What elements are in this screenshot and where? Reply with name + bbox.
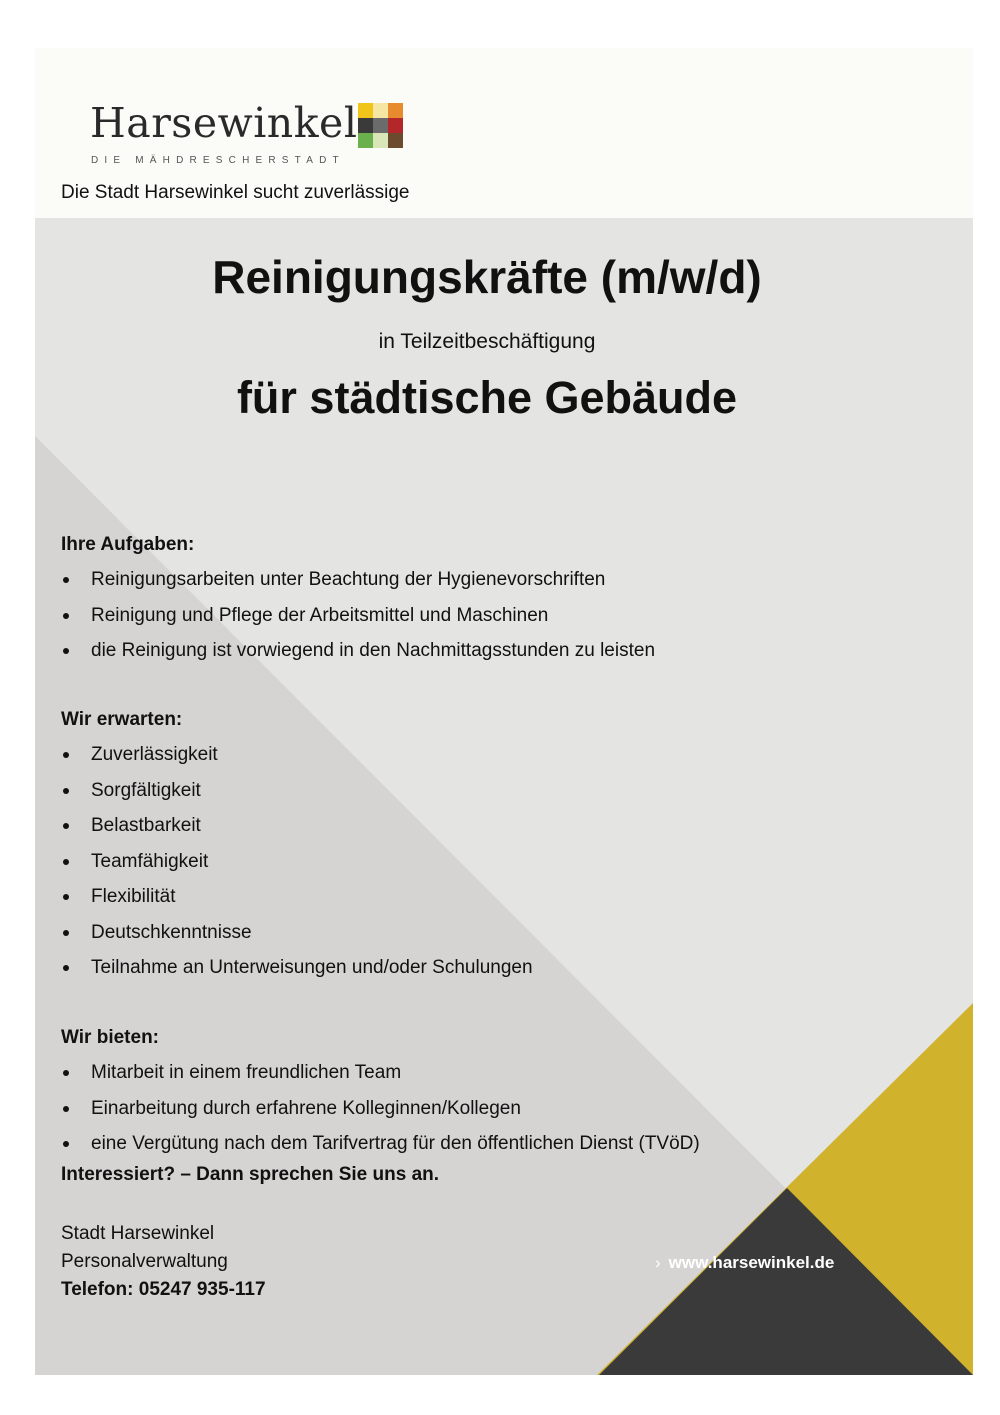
section-heading: Wir erwarten: [61, 709, 183, 730]
list-item-text: Zuverlässigkeit [91, 744, 218, 765]
job-title: Reinigungskräfte (m/w/d) [212, 251, 762, 303]
list-item [61, 844, 533, 880]
bullet-icon [63, 752, 69, 758]
bullet-icon [63, 823, 69, 829]
logo-square [388, 118, 403, 133]
list-item [61, 598, 655, 634]
list-item-text: die Reinigung ist vorwiegend in den Nachmittagsstunden zu leisten [91, 640, 656, 661]
bullet-icon [63, 788, 69, 794]
contact-block [61, 1220, 266, 1304]
bullet-icon [63, 965, 69, 971]
list-item-text: Mitarbeit in einem freundlichen Team [91, 1062, 402, 1083]
list-item [61, 1091, 700, 1127]
section-heading: Ihre Aufgaben: [61, 534, 195, 555]
list-item-text: Belastbarkeit [91, 815, 201, 836]
list-item [61, 879, 533, 915]
bullet-icon [63, 577, 69, 583]
bullet-icon [63, 1106, 69, 1112]
logo-square [388, 103, 403, 118]
list-item [61, 808, 533, 844]
section-tasks [61, 528, 655, 669]
list-item-text: Teamfähigkeit [91, 850, 209, 872]
list-item-text: Einarbeitung durch erfahrene Kolleginnen/Kollegen [91, 1097, 521, 1119]
list-item [61, 950, 533, 986]
list-item [61, 773, 533, 809]
logo-tagline: DIE MÄHDRESCHERSTADT [91, 155, 345, 166]
website-url[interactable]: www.harsewinkel.de [668, 1253, 835, 1272]
list-item [61, 562, 655, 598]
intro-text: Die Stadt Harsewinkel sucht zuverlässige [61, 182, 410, 203]
list-item [61, 1126, 700, 1162]
call-to-action: Interessiert? – Dann sprechen Sie uns an. [61, 1164, 440, 1185]
contact-phone: Telefon: 05247 935-117 [61, 1279, 266, 1300]
bullet-icon [63, 613, 69, 619]
logo-square [373, 133, 388, 148]
logo-wordmark: Harsewinkel [90, 99, 358, 147]
bullet-icon [63, 894, 69, 900]
logo-square [358, 118, 373, 133]
logo-square [358, 133, 373, 148]
job-subtitle: für städtische Gebäude [236, 372, 738, 423]
section-heading: Wir bieten: [61, 1027, 159, 1048]
bullet-icon [63, 648, 69, 654]
chevron-right-icon: › [655, 1253, 661, 1272]
section-benefits [61, 1021, 700, 1162]
list-item-text: Reinigung und Pflege der Arbeitsmittel und Maschinen [91, 604, 549, 626]
logo-square [373, 118, 388, 133]
list-item-text: Sorgfältigkeit [91, 779, 201, 801]
employment-type: in Teilzeitbeschäftigung [378, 330, 596, 353]
bullet-icon [63, 1070, 69, 1076]
contact-org: Stadt Harsewinkel [61, 1223, 215, 1244]
bullet-icon [63, 1141, 69, 1147]
bullet-icon [63, 859, 69, 865]
list-item [61, 633, 655, 669]
website-link[interactable] [655, 1253, 834, 1273]
logo-square [373, 103, 388, 118]
logo-color-grid-icon [358, 103, 403, 148]
list-item-text: Flexibilität [91, 886, 176, 907]
list-item [61, 915, 533, 951]
list-item [61, 737, 533, 773]
list-item [61, 1055, 700, 1091]
list-item-text: eine Vergütung nach dem Tarifvertrag für den öffentlichen Dienst (TVöD) [91, 1133, 700, 1154]
list-item-text: Teilnahme an Unterweisungen und/oder Schulungen [91, 957, 533, 978]
list-item-text: Reinigungsarbeiten unter Beachtung der Hygienevorschriften [91, 569, 606, 590]
section-expectations [61, 703, 533, 986]
list-item-text: Deutschkenntnisse [91, 921, 252, 943]
logo-square [388, 133, 403, 148]
bullet-icon [63, 930, 69, 936]
logo-square [358, 103, 373, 118]
contact-dept: Personalverwaltung [61, 1251, 228, 1272]
